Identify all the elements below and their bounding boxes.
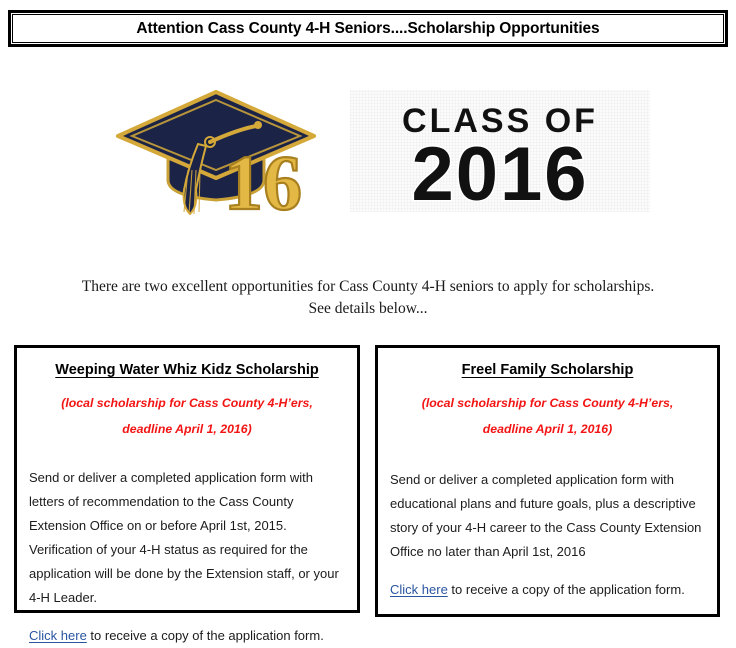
class-of-text: CLASS OF bbox=[402, 102, 598, 140]
header-banner-inner-border bbox=[12, 14, 724, 43]
class-year-text: 2016 bbox=[411, 132, 589, 210]
scholarship-title: Weeping Water Whiz Kidz Scholarship bbox=[55, 362, 319, 378]
scholarship-subtitle bbox=[390, 390, 705, 442]
click-here-trailing-text: to receive a copy of the application form. bbox=[86, 628, 324, 643]
scholarship-link-line bbox=[390, 578, 705, 602]
click-here-trailing-text: to receive a copy of the application form. bbox=[447, 582, 685, 597]
page-title: Attention Cass County 4-H Seniors....Scholarship Opportunities bbox=[136, 19, 600, 37]
scholarship-subtitle bbox=[29, 390, 345, 442]
svg-text:16: 16 bbox=[224, 139, 302, 224]
header-banner bbox=[8, 10, 728, 47]
scholarship-body-text: Send or deliver a completed application form with educational plans and future goals, plus a descriptive story of your 4-H career to the Cass County Extension Office no later than April 1st, 2016 bbox=[390, 472, 702, 559]
scholarship-link-line bbox=[29, 624, 345, 648]
click-here-link[interactable]: Click here bbox=[390, 582, 448, 597]
class-of-2016-graphic bbox=[350, 90, 650, 212]
graduation-cap-pin-icon bbox=[106, 84, 326, 224]
graphics-row bbox=[0, 78, 736, 228]
click-here-link[interactable]: Click here bbox=[29, 628, 87, 643]
scholarship-subtitle-line-1: (local scholarship for Cass County 4-H’ers, bbox=[61, 396, 313, 410]
scholarship-subtitle-line-1: (local scholarship for Cass County 4-H’ers, bbox=[421, 396, 674, 410]
intro-line-1: There are two excellent opportunities for Cass County 4-H seniors to apply for scholarships. bbox=[81, 278, 655, 295]
scholarship-title: Freel Family Scholarship bbox=[461, 362, 634, 378]
scholarship-body-text: Send or deliver a completed application form with letters of recommendation to the Cass County Extension Office on or before April 1st, 2015. Verification of your 4-H status as required for the application will be done by the Extension staff, or your 4-H Leader. bbox=[29, 470, 339, 605]
intro-line-2: See details below... bbox=[308, 300, 428, 317]
intro-paragraph bbox=[18, 276, 718, 320]
scholarship-box-weeping-water-whiz-kidz bbox=[14, 345, 360, 643]
scholarship-box-freel-family bbox=[375, 345, 720, 617]
scholarship-subtitle-line-2: deadline April 1, 2016) bbox=[482, 422, 613, 436]
scholarship-subtitle-line-2: deadline April 1, 2016) bbox=[122, 422, 252, 436]
